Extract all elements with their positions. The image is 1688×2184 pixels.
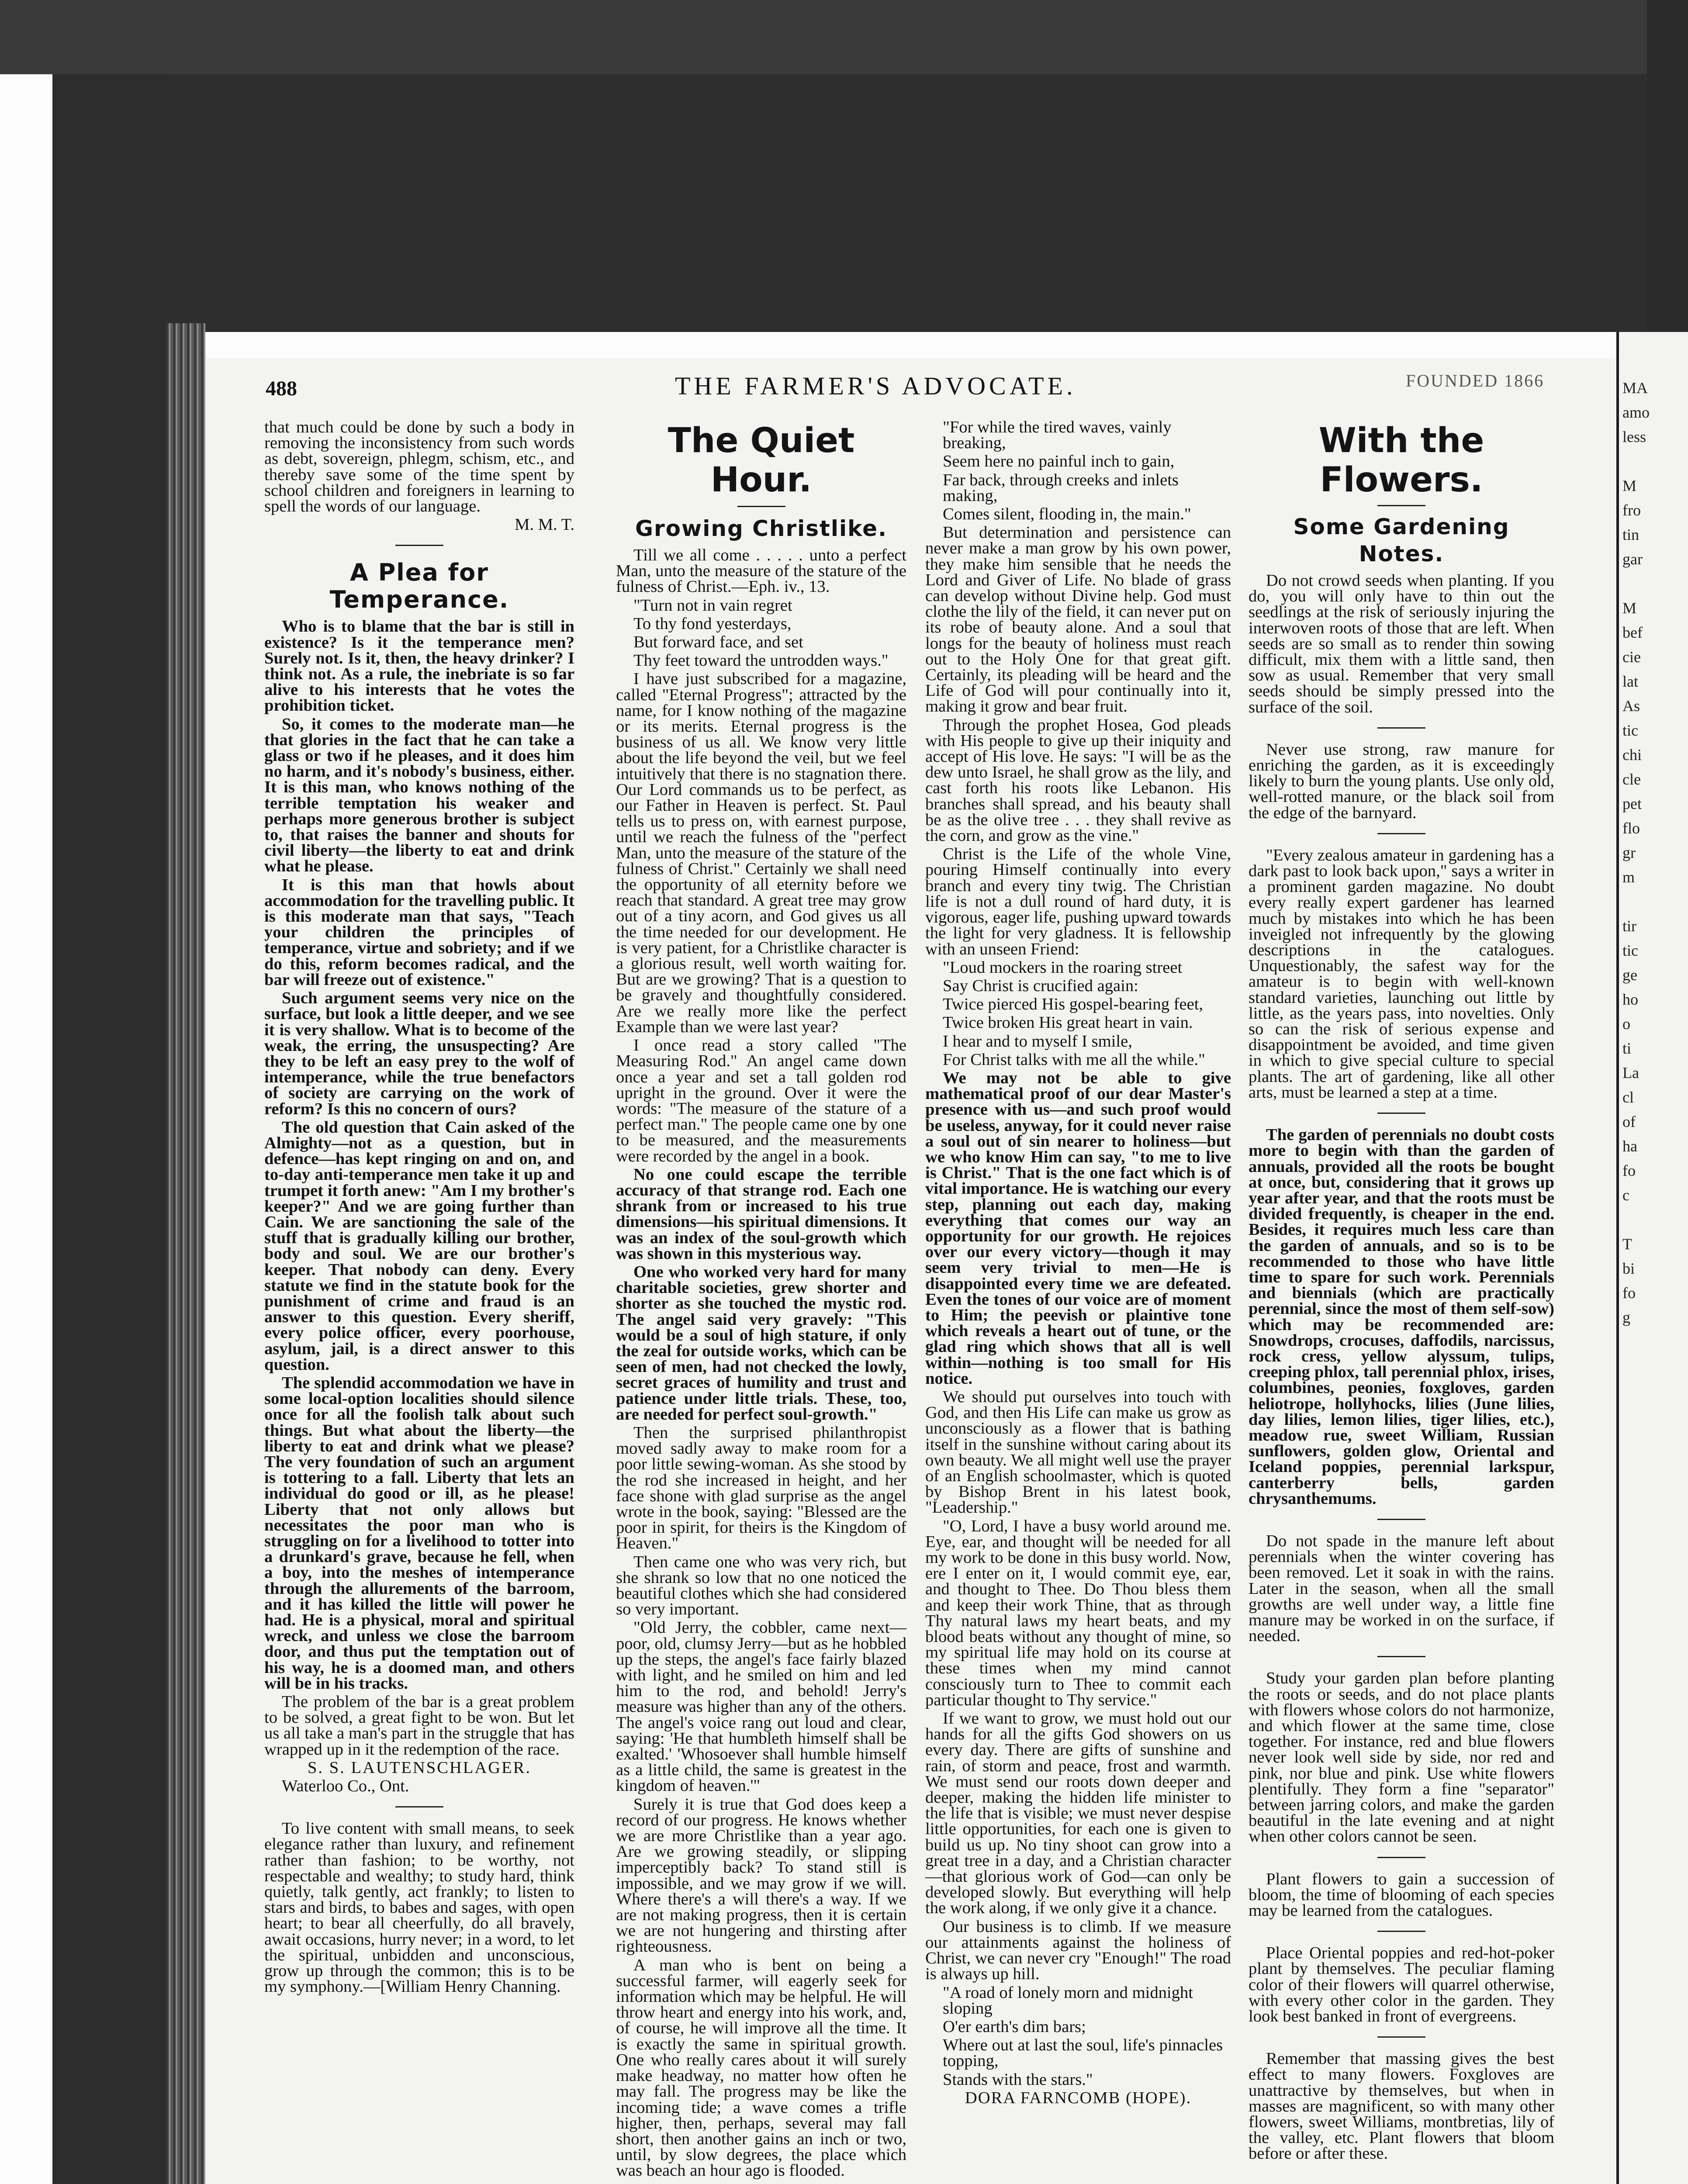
facing-page-line: tin (1622, 526, 1640, 543)
verse-line: "A road of lonely morn and midnight sloping (943, 1983, 1193, 2018)
divider (395, 545, 443, 546)
article-paragraph: The garden of perennials no doubt costs more to begin with than the garden of annuals, provided all the roots be bought at once, but, considering that it grows up year after year, and that the roots must be divided frequently, is cheaper in the end. Besides, it requires much less care than the garden of annuals, and so is to be recommended to those who have little time to spare for such work. Perennials and biennials (which are practically perennial, since the most of them self-sow) which may be recommended are: Snowdrops, crocuses, daffodils, narcissus, rock cress, yellow alyssum, tulips, creeping phlox, tall perennial phlox, irises, columbines, peonies, foxgloves, garden heliotrope, hollyhocks, lilies (June lilies, day lilies, lemon lilies, tiger lilies, etc.), meadow rue, sweet William, Russian sunflowers, golden glow, Oriental and Iceland poppies, perennial larkspur, canterberry bells, garden chrysanthemums. (1249, 1126, 1554, 1508)
article-paragraph: The splendid accommodation we have in some local-option localities should silence once for all the foolish talk about such things. But what about the liberty—the liberty to eat and drink what we please? The very foundation of such an argument is tottering to a fall. Liberty that lets an individual do good or ill, as he please! Liberty that not only allows but necessitates the poor man who is struggling on for a livelihood to totter into a drunkard's grave, because he fell, when a boy, into the meshes of intemperance through the allurements of the barroom, and it has killed the little will power he had. He is a physical, moral and spiritual wreck, and unless we close the barroom door, and thus put the temptation out of his way, he is a doomed man, and others will be in his tracks. (264, 1373, 574, 1693)
article-paragraph: Never use strong, raw manure for enriching the garden, as it is exceedingly likely to burn the young plants. Use only old, well-rotted manure, or the black soil from the edge of the barnyard. (1249, 740, 1554, 822)
board-edge (166, 74, 1647, 332)
verse-line: Far back, through creeks and inlets making, (943, 470, 1179, 505)
facing-page-line: less (1622, 428, 1646, 446)
article-title-temperance: A Plea for Temperance. (329, 559, 509, 614)
facing-page-line: o (1622, 1015, 1630, 1033)
article-paragraph: The old question that Cain asked of the Almighty—not as a question, but in defence—has kept ringing on and on, and to-day anti-temperance men take it up and trumpet it forth anew: "Am I my brother's keeper?" And we are going further than Cain. We are sanctioning the sale of the stuff that is gradually killing our brother, body and soul. We are our brother's keeper. That nobody can deny. Every statute we find in the statute book for the punishment of crime and fraud is an answer to this question. Every sheriff, every police officer, every poorhouse, asylum, jail, is a direct answer to this question. (264, 1118, 574, 1374)
article-title-growing: Growing Christlike. (635, 516, 887, 541)
column-4 (1249, 419, 1554, 2164)
divider (1377, 2036, 1425, 2038)
facing-page-line: tir (1622, 917, 1636, 935)
divider (1377, 1113, 1425, 1114)
article-paragraph: Through the prophet Hosea, God pleads with His people to give up their iniquity and accept of His love. He says: "I will be as the dew unto Israel, he shall grow as the lily, and cast forth his roots like Lebanon. His branches shall spread, and his beauty shall be as the olive tree . . . they shall revive as the corn, and grow as the vine." (925, 715, 1231, 845)
facing-page-line: flo (1622, 819, 1640, 837)
article-paragraph: Then came one who was very rich, but she shrank so low that no one noticed the beautiful clothes which she had considered so very important. (616, 1552, 906, 1619)
article-paragraph: "O, Lord, I have a busy world around me. Eye, ear, and thought will be needed for all my work to be done in this busy world. Now, ere I enter on it, I would commit eye, ear, and thought to Thee. Do Thou bless them and keep their work Thine, that as through Thy natural laws my heart beats, and my blood beats without any thought of mine, so my spiritual life may hold on its course at these times when my mind cannot consciously turn to Thee to commit each particular thought to Thy service." (925, 1517, 1231, 1709)
verse-line: Comes silent, flooding in, the main." (943, 505, 1191, 524)
masthead: THE FARMER'S ADVOCATE. (675, 372, 1076, 400)
facing-page-line: fo (1622, 1162, 1636, 1179)
facing-page-line: amo (1622, 404, 1650, 421)
verse-line: To thy fond yesterdays, (633, 614, 792, 633)
facing-page-line: bi (1622, 1260, 1635, 1277)
article-paragraph: Do not crowd seeds when planting. If you do, you will only have to thin out the seedlings at the risk of seriously injuring the interwoven roots of those that are left. When seeds are so small as to render thin sowing difficult, mix them with a little sand, then sow as usual. Remember that very small seeds should be simply pressed into the surface of the soil. (1249, 571, 1554, 716)
verse-line: Thy feet toward the untrodden ways." (633, 651, 889, 670)
article-paragraph: Surely it is true that God does keep a record of our progress. He knows whether we are more Christlike than a year ago. Are we growing steadily, or slipping imperceptibly back? To stand still is impossible, and we may grow if we will. Where there's a will there's a way. If we are not making progress, then it is certain we are not hungering and thirsting after righteousness. (616, 1795, 906, 1956)
facing-page-line: m (1622, 868, 1635, 886)
article-paragraph: It is this man that howls about accommodation for the travelling public. It is this moderate man that says, "Teach your children the principles of temperance, virtue and sobriety; and if we do this, reform becomes radical, and the bar will freeze out of existence." (264, 875, 574, 989)
left-dark-border (52, 74, 166, 2184)
top-dark-border (0, 0, 1688, 74)
facing-page-line: ti (1622, 1040, 1632, 1057)
facing-page-line: gar (1622, 550, 1643, 568)
facing-page-line: M (1622, 599, 1637, 617)
column-3 (925, 419, 1231, 2108)
article-paragraph: Remember that massing gives the best effect to many flowers. Foxgloves are unattractive by themselves, but when in masses are magnificent, so with many other flowers, sweet Williams, montbretias, lily of the valley, etc. Plant flowers that bloom before or after these. (1249, 2049, 1554, 2163)
article-paragraph: "Old Jerry, the cobbler, came next—poor, old, clumsy Jerry—but as he hobbled up the steps, the angel's face fairly blazed with light, and he smiled on him and led him to the rod, and behold! Jerry's measure was higher than any of the others. The angel's voice rang out loud and clear, saying: 'He that humbleth himself shall be exalted.' 'Whosoever shall humble himself as a little child, the same is greatest in the kingdom of heaven.'" (616, 1618, 906, 1795)
facing-page-line: fo (1622, 1284, 1636, 1302)
article-paragraph: One who worked very hard for many charitable societies, grew shorter and shorter as she touched the mystic rod. The angel said very gravely: "This would be a soul of high stature, if only the zeal for outside works, which can be seen of men, had not checked the lowly, secret graces of humility and trust and patience under little trials. These, too, are needed for perfect soul-growth." (616, 1262, 906, 1424)
facing-page-line: La (1622, 1064, 1639, 1082)
article-paragraph: Christ is the Life of the whole Vine, pouring Himself continually into every branch and every tiny twig. The Christian life is not a dull round of hard duty, it is vigorous, eager life, pushing upward towards the light for very gladness. It is fellowship with an unseen Friend: (925, 845, 1231, 958)
article-paragraph: Place Oriental poppies and red-hot-poker plant by themselves. The peculiar flaming color of their flowers will quarrel otherwise, with every other color in the garden. They look best banked in front of evergreens. (1249, 1944, 1554, 2026)
book-spine (166, 323, 205, 2184)
facing-page-line: chi (1622, 746, 1642, 764)
facing-page-line: g (1622, 1309, 1630, 1326)
article-signature: DORA FARNCOMB (HOPE). (965, 2088, 1192, 2107)
facing-page-line: ho (1622, 991, 1638, 1008)
facing-page-line: As (1622, 697, 1640, 715)
divider (737, 506, 785, 507)
article-paragraph: Who is to blame that the bar is still in existence? Is it the temperance men? Surely not. Is it, then, the heavy drinker? I think not. As a rule, the inebriate is so far alive to his interests that he votes the prohibition ticket. (264, 617, 574, 715)
facing-page-line: ha (1622, 1137, 1637, 1155)
facing-page-line: cie (1622, 648, 1641, 666)
facing-page-line (1622, 889, 1684, 914)
article-paragraph: The problem of the bar is a great problem to be solved, a great fight to be won. But let us all take a man's part in the struggle that has wrapped up in it the redemption of the race. (264, 1693, 574, 1759)
divider (1377, 1857, 1425, 1858)
intro-signature: M. M. T. (515, 515, 574, 534)
article-signature-place: Waterloo Co., Ont. (282, 1777, 409, 1796)
article-paragraph: Our business is to climb. If we measure our attainments against the holiness of Christ, we can never cry "Enough!" The road is always up hill. (925, 1917, 1231, 1984)
article-paragraph: So, it comes to the moderate man—he that glories in the fact that he can take a glass or two if he pleases, and it does him no harm, and it's nobody's business, either. It is this man, who knows nothing of the terrible temptation his weaker and perhaps more generous brother is subject to, that raises the banner and shouts for civil liberty—the liberty to eat and drink what he please. (264, 715, 574, 876)
verse-line: Seem here no painful inch to gain, (943, 452, 1175, 471)
facing-page-line (1622, 449, 1684, 473)
article-signature: S. S. LAUTENSCHLAGER. (307, 1758, 532, 1777)
article-paragraph: Study your garden plan before planting the roots or seeds, and do not place plants with flowers whose colors do not harmonize, and which flower at the same time, close together. For instance, red and blue flowers never look well side by side, nor red and pink, nor blue and pink. Use white flowers plentifully. They form a fine "separator" between jarring colors, and make the garden beautiful in the late evening and at night when other colors cannot be seen. (1249, 1669, 1554, 1846)
facing-page-fragments (1622, 376, 1684, 1330)
verse-line: "Turn not in vain regret (633, 596, 792, 615)
verse-line: Where out at last the soul, life's pinnacles topping, (943, 2036, 1223, 2070)
section-title-flowers: With the Flowers. (1318, 421, 1484, 500)
intro-paragraph: that much could be done by such a body in removing the inconsistency from such words as debt, sovereign, phlegm, schism, etc., and thereby save some of the time spent by school children and foreigners in learning to spell the words of our language. (264, 418, 574, 516)
facing-page-line: fro (1622, 501, 1641, 519)
article-paragraph: A man who is bent on being a successful farmer, will eagerly seek for information which may be helpful. He will throw heart and energy into his work, and, of course, he will improve all the time. It is exactly the same in spiritual growth. One who really cares about it will surely make headway, no matter how often he may fall. The progress may be like the incoming tide; a wave comes a trifle higher, then, perhaps, several may fall short, then another gains an inch or two, until, by slow degrees, the place which was beach an hour ago is flooded. (616, 1956, 906, 2180)
verse-line: Stands with the stars." (943, 2070, 1093, 2089)
article-paragraph: Do not spade in the manure left about perennials when the winter covering has been removed. Let it soak in with the rains. Later in the season, when all the small growths are well under way, a little fine manure may be worked in on the surface, if needed. (1249, 1531, 1554, 1645)
article-paragraph: No one could escape the terrible accuracy of that strange rod. Each one shrank from or increased to his true dimensions—his spiritual dimensions. It was an index of the soul-growth which was shown in this mysterious way. (616, 1165, 906, 1263)
divider (1377, 505, 1425, 506)
article-paragraph: I have just subscribed for a magazine, called "Eternal Progress"; attracted by the name, for I know nothing of the magazine or its merits. Eternal progress is the business of us all. We know very little about the life beyond the veil, but we feel intuitively that there is no stagnation there. Our Lord commands us to be perfect, as our Father in Heaven is perfect. St. Paul tells us to press on, with earnest purpose, until we reach the fulness of the "perfect Man, unto the measure of the stature of the fulness of Christ." Certainly we shall need the opportunity of all eternity before we reach that standard. A great tree may grow out of a tiny acorn, and God gives us all the time needed for our development. He is very patient, for a Christlike character is a glorious result, well worth waiting for. But are we growing? That is a question to be gravely and thoughtfully considered. Are we really more like the perfect Example than we were last year? (616, 670, 906, 1036)
verse-line: O'er earth's dim bars; (943, 2017, 1086, 2036)
facing-page-line: tic (1622, 942, 1638, 959)
facing-page-line: M (1622, 477, 1637, 494)
article-paragraph: If we want to grow, we must hold out our hands for all the gifts God showers on us every day. There are gifts of sunshine and rain, of storm and peace, frost and warmth. We must send our roots down deeper and deeper, making the hidden life minister to the life that is visible; we must never despise little opportunities, for each one is given to build us up. No tiny shoot can grow into a great tree in a day, and a Christian character—that glorious work of God—can only be developed slowly. But everything will help the work along, if we only give it a chance. (925, 1709, 1231, 1918)
founded-label: FOUNDED 1866 (1406, 371, 1545, 390)
divider (1377, 727, 1425, 729)
verse-line: Say Christ is crucified again: (943, 976, 1138, 995)
verse-line: "Loud mockers in the roaring street (943, 958, 1183, 977)
facing-page-line: ge (1622, 966, 1637, 984)
divider (1377, 833, 1425, 834)
column-2 (616, 419, 906, 2181)
verse-line: For Christ talks with me all the while." (943, 1050, 1205, 1069)
article-paragraph: We may not be able to give mathematical proof of our dear Master's presence with us—and such proof would be useless, anyway, for it could never raise a soul out of sin nearer to holiness—but we who know Him can say, "to me to live is Christ." That is the one fact which is of vital importance. He is watching our every step, planning out each day, making everything that comes our way an opportunity for our growth. He rejoices over our every victory—though it may seem very trivial to men—He is disappointed every time we are defeated. Even the tones of our voice are of moment to Him; the peevish or plaintive tone which reveals a heart out of tune, or the glad ring which shows that all is well within—nothing is too small for His notice. (925, 1068, 1231, 1388)
facing-page-line: MA (1622, 379, 1648, 397)
article-paragraph: Such argument seems very nice on the surface, but look a little deeper, and we see it is very shallow. What is to become of the weak, the erring, the unsuspecting? Are they to be left an easy prey to the wolf of intemperance, while the true benefactors of society are carrying on the work of reform? Is this no concern of ours? (264, 989, 574, 1118)
facing-page-line: c (1622, 1186, 1629, 1204)
article-title-gardening: Some Gardening Notes. (1293, 514, 1510, 567)
article-paragraph: "Every zealous amateur in gardening has a dark past to look back upon," says a writer in a prominent garden magazine. No doubt every really expert gardener has learned much by mistakes into which he has been inveigled not infrequently by the glowing descriptions in the catalogues. Unquestionably, the safest way for the amateur is to begin with well-known standard varieties, launching out little by little, as the years pass, into novelties. Only so can the risk of serious expense and disappointment be avoided, and time given in which to give special culture to special plants. The art of gardening, like all other arts, must be learned a step at a time. (1249, 846, 1554, 1102)
section-title-quiet-hour: The Quiet Hour. (668, 421, 855, 500)
verse-line: I hear and to myself I smile, (943, 1032, 1132, 1051)
article-paragraph: I once read a story called "The Measuring Rod." An angel came down once a year and set a tall golden rod upright in the ground. Over it were the words: "The measure of the stature of a perfect man." The people came one by one to be measured, and the measurements were recorded by the angel in a book. (616, 1036, 906, 1165)
page-number: 488 (266, 377, 297, 400)
divider (1377, 1656, 1425, 1657)
facing-page-line: gr (1622, 844, 1636, 861)
divider (1377, 1519, 1425, 1520)
facing-page-line: tic (1622, 722, 1638, 739)
verse-line: "For while the tired waves, vainly breaking, (943, 418, 1172, 453)
facing-page-line: pet (1622, 795, 1642, 812)
verse-line: But forward face, and set (633, 633, 803, 652)
column-1 (264, 419, 574, 1997)
facing-page-line: cle (1622, 771, 1641, 788)
divider (1377, 1931, 1425, 1932)
article-paragraph: We should put ourselves into touch with God, and then His Life can make us grow as unconsciously as a flower that is bathing itself in the sunshine without caring about its own beauty. We all might well use the prayer of an English schoolmaster, which is quoted by Bishop Brent in his latest book, "Leadership." (925, 1387, 1231, 1517)
channing-quote: To live content with small means, to seek elegance rather than luxury, and refinement rather than fashion; to be worthy, not respectable and wealthy; to study hard, think quietly, talk gently, act frankly; to listen to stars and birds, to babes and sages, with open heart; to bear all cheerfully, do all bravely, await occasions, hurry never; in a word, to let the spiritual, unbidden and unconscious, grow up through the common; this is to be my symphony.—[William Henry Channing. (264, 1819, 574, 1996)
divider (395, 1806, 443, 1807)
verse-line: Twice broken His great heart in vain. (943, 1013, 1193, 1032)
facing-page-line (1622, 1207, 1684, 1232)
article-paragraph: Plant flowers to gain a succession of bloom, the time of blooming of each species may be learned from the catalogues. (1249, 1870, 1554, 1920)
facing-page-line (1622, 571, 1684, 596)
article-paragraph: But determination and persistence can never make a man grow by his own power, they make him sensible that he needs the Lord and Giver of Life. No blade of grass can develop without Divine help. God must clothe the lily of the field, it can never put on its robe of beauty alone. And a soul that longs for the beauty of holiness must reach out to the Holy One for that great gift. Certainly, its pleading will be heard and the Life of God will pour continually into it, making it grow and bear fruit. (925, 523, 1231, 716)
facing-page-line: T (1622, 1235, 1632, 1253)
epigraph: Till we all come . . . . . unto a perfect Man, unto the measure of the stature of the fulness of Christ.—Eph. iv., 13. (616, 546, 906, 596)
facing-page-line: of (1622, 1113, 1636, 1130)
facing-page-line: lat (1622, 673, 1638, 690)
right-dark-border (1647, 0, 1688, 332)
facing-page-line: bef (1622, 624, 1643, 641)
facing-page-line: cl (1622, 1089, 1634, 1106)
verse-line: Twice pierced His gospel-bearing feet, (943, 995, 1204, 1014)
article-paragraph: Then the surprised philanthropist moved sadly away to make room for a poor little sewing-woman. As she stood by the rod she increased in height, and her face shone with glad surprise as the angel wrote in the book, saying: "Blessed are the poor in spirit, for theirs is the Kingdom of Heaven." (616, 1423, 906, 1553)
